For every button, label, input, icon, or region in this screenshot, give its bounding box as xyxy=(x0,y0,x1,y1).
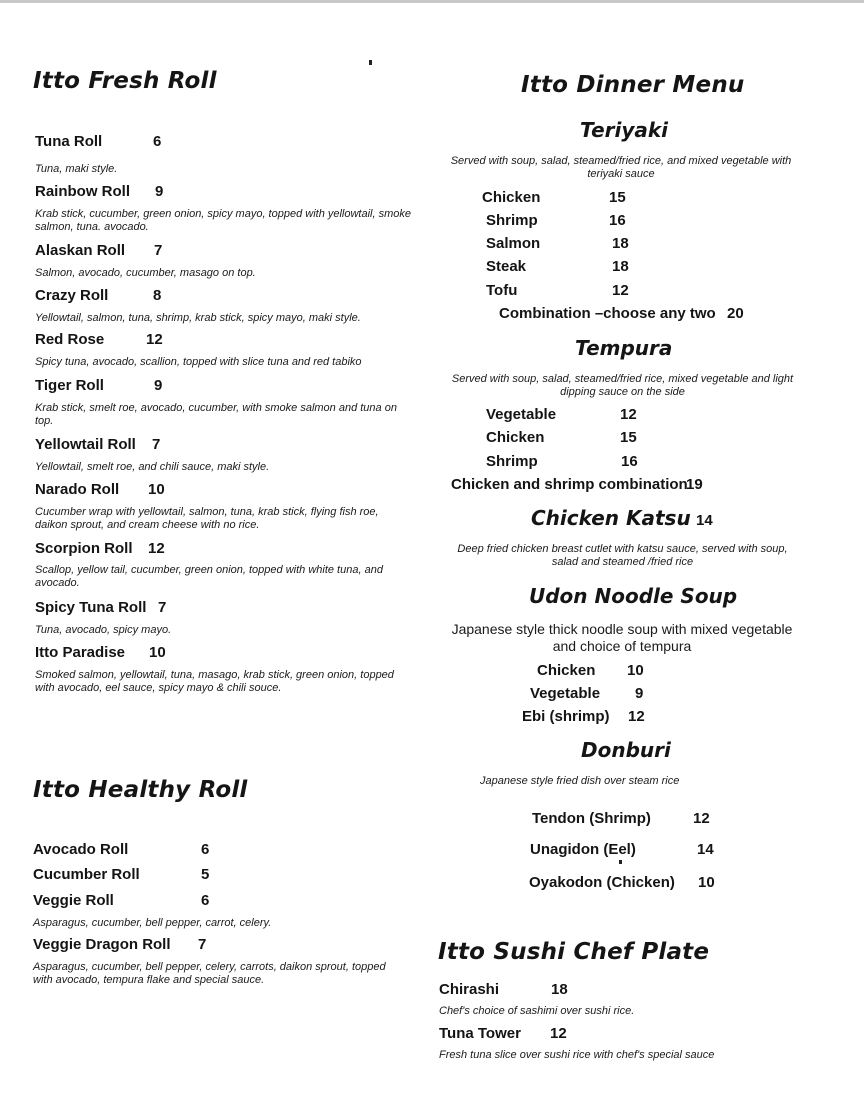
menu-item-name: Avocado Roll xyxy=(33,841,129,858)
menu-item-desc: Cucumber wrap with yellowtail, salmon, tuna, krab stick, flying fish roe, daikon sprout, and cream cheese with no rice. xyxy=(35,506,379,531)
menu-item-price: 15 xyxy=(620,429,637,446)
teriyaki-desc: Served with soup, salad, steamed/fried rice, and mixed vegetable with teriyaki sauce xyxy=(450,155,792,180)
dinner-menu-heading: Itto Dinner Menu xyxy=(521,72,745,98)
menu-item-name: Spicy Tuna Roll xyxy=(35,599,147,616)
menu-item-name: Unagidon (Eel) xyxy=(530,841,636,858)
menu-item-price: 18 xyxy=(551,981,568,998)
menu-item-price: 8 xyxy=(153,287,162,304)
menu-item-desc: Krab stick, smelt roe, avocado, cucumber, with smoke salmon and tuna on top. xyxy=(35,402,397,427)
menu-item-price: 16 xyxy=(621,453,638,470)
menu-item-price: 12 xyxy=(146,331,163,348)
menu-item-name: Veggie Roll xyxy=(33,892,114,909)
menu-item-name: Cucumber Roll xyxy=(33,866,140,883)
katsu-desc: Deep fried chicken breast cutlet with katsu sauce, served with soup, salad and steamed /fried rice xyxy=(457,543,788,568)
menu-item-name: Rainbow Roll xyxy=(35,183,130,200)
scan-speck xyxy=(619,860,622,864)
menu-item-desc: Asparagus, cucumber, bell pepper, celery, carrots, daikon sprout, topped with avocado, tempura flake and special sauce. xyxy=(33,961,386,986)
teriyaki-combo-name: Combination –choose any two xyxy=(499,305,716,322)
tempura-heading: Tempura xyxy=(575,336,673,360)
menu-item-name: Chicken xyxy=(482,189,541,206)
menu-item-name: Vegetable xyxy=(486,406,557,423)
menu-item-price: 6 xyxy=(201,841,210,858)
menu-item-desc: Asparagus, cucumber, bell pepper, carrot, celery. xyxy=(33,917,272,929)
menu-item-name: Crazy Roll xyxy=(35,287,109,304)
scan-top-edge xyxy=(0,0,864,3)
menu-item-name: Oyakodon (Chicken) xyxy=(529,874,675,891)
menu-item-name: Narado Roll xyxy=(35,481,120,498)
menu-item-desc: Salmon, avocado, cucumber, masago on top. xyxy=(35,267,256,279)
menu-item-price: 12 xyxy=(620,406,637,423)
menu-item-price: 10 xyxy=(149,644,166,661)
menu-item-desc: Tuna, avocado, spicy mayo. xyxy=(35,624,172,636)
menu-item-desc: Yellowtail, salmon, tuna, shrimp, krab stick, spicy mayo, maki style. xyxy=(35,312,361,324)
chef-plate-heading: Itto Sushi Chef Plate xyxy=(438,939,710,965)
menu-item-desc: Yellowtail, smelt roe, and chili sauce, maki style. xyxy=(35,461,270,473)
menu-item-name: Tuna Roll xyxy=(35,133,103,150)
menu-item-desc: Tuna, maki style. xyxy=(35,163,118,175)
menu-item-name: Shrimp xyxy=(486,212,538,229)
katsu-price: 14 xyxy=(696,512,713,529)
menu-item-name: Itto Paradise xyxy=(35,644,126,661)
teriyaki-combo-price: 20 xyxy=(727,305,744,322)
menu-item-price: 10 xyxy=(698,874,715,891)
udon-desc: Japanese style thick noodle soup with mixed vegetable and choice of tempura xyxy=(451,621,793,654)
menu-item-price: 10 xyxy=(627,662,644,679)
menu-item-name: Tendon (Shrimp) xyxy=(532,810,651,827)
menu-item-price: 9 xyxy=(154,377,163,394)
menu-item-desc: Spicy tuna, avocado, scallion, topped with slice tuna and red tabiko xyxy=(35,356,362,368)
tempura-combo-name: Chicken and shrimp combination xyxy=(451,476,688,493)
healthy-roll-heading: Itto Healthy Roll xyxy=(33,777,248,803)
menu-item-price: 12 xyxy=(148,540,165,557)
menu-item-name: Scorpion Roll xyxy=(35,540,133,557)
menu-item-name: Yellowtail Roll xyxy=(35,436,136,453)
menu-item-name: Tuna Tower xyxy=(439,1025,521,1042)
menu-item-desc: Smoked salmon, yellowtail, tuna, masago, krab stick, green onion, topped with avocado, eel sauce, spicy mayo & chili souce. xyxy=(35,669,394,694)
menu-item-price: 7 xyxy=(154,242,163,259)
menu-item-name: Veggie Dragon Roll xyxy=(33,936,171,953)
menu-item-price: 7 xyxy=(198,936,207,953)
menu-item-price: 7 xyxy=(152,436,161,453)
menu-item-price: 16 xyxy=(609,212,626,229)
donburi-heading: Donburi xyxy=(581,738,671,762)
menu-item-price: 6 xyxy=(153,133,162,150)
menu-item-desc: Fresh tuna slice over sushi rice with chef's special sauce xyxy=(439,1049,715,1061)
menu-item-name: Ebi (shrimp) xyxy=(522,708,610,725)
menu-item-name: Tiger Roll xyxy=(35,377,104,394)
menu-item-desc: Krab stick, cucumber, green onion, spicy mayo, topped with yellowtail, smoke salmon, tuna. avocado. xyxy=(35,208,412,233)
menu-item-price: 9 xyxy=(155,183,164,200)
teriyaki-heading: Teriyaki xyxy=(580,118,669,142)
menu-item-price: 12 xyxy=(612,282,629,299)
katsu-heading: Chicken Katsu xyxy=(531,506,691,530)
menu-item-name: Chicken xyxy=(537,662,596,679)
tempura-combo-price: 19 xyxy=(686,476,703,493)
menu-item-price: 12 xyxy=(693,810,710,827)
menu-item-desc: Chef's choice of sashimi over sushi rice. xyxy=(439,1005,635,1017)
menu-item-name: Vegetable xyxy=(530,685,601,702)
menu-item-name: Chirashi xyxy=(439,981,500,998)
menu-item-price: 18 xyxy=(612,235,629,252)
menu-item-name: Alaskan Roll xyxy=(35,242,126,259)
menu-item-price: 10 xyxy=(148,481,165,498)
tempura-desc: Served with soup, salad, steamed/fried rice, mixed vegetable and light dipping sauce on the side xyxy=(451,373,794,398)
menu-item-price: 12 xyxy=(628,708,645,725)
menu-item-price: 5 xyxy=(201,866,210,883)
menu-item-price: 14 xyxy=(697,841,714,858)
menu-item-price: 18 xyxy=(612,258,629,275)
menu-item-price: 9 xyxy=(635,685,644,702)
menu-item-price: 15 xyxy=(609,189,626,206)
menu-item-name: Steak xyxy=(486,258,527,275)
menu-item-desc: Scallop, yellow tail, cucumber, green onion, topped with white tuna, and avocado. xyxy=(35,564,383,589)
menu-item-name: Tofu xyxy=(486,282,518,299)
menu-item-price: 12 xyxy=(550,1025,567,1042)
udon-heading: Udon Noodle Soup xyxy=(529,584,738,608)
donburi-desc: Japanese style fried dish over steam rice xyxy=(480,775,680,787)
fresh-roll-heading: Itto Fresh Roll xyxy=(33,68,217,94)
menu-item-name: Red Rose xyxy=(35,331,105,348)
scan-speck xyxy=(369,60,372,65)
menu-item-price: 6 xyxy=(201,892,210,909)
menu-item-name: Chicken xyxy=(486,429,545,446)
menu-item-name: Shrimp xyxy=(486,453,538,470)
menu-item-name: Salmon xyxy=(486,235,541,252)
menu-item-price: 7 xyxy=(158,599,167,616)
